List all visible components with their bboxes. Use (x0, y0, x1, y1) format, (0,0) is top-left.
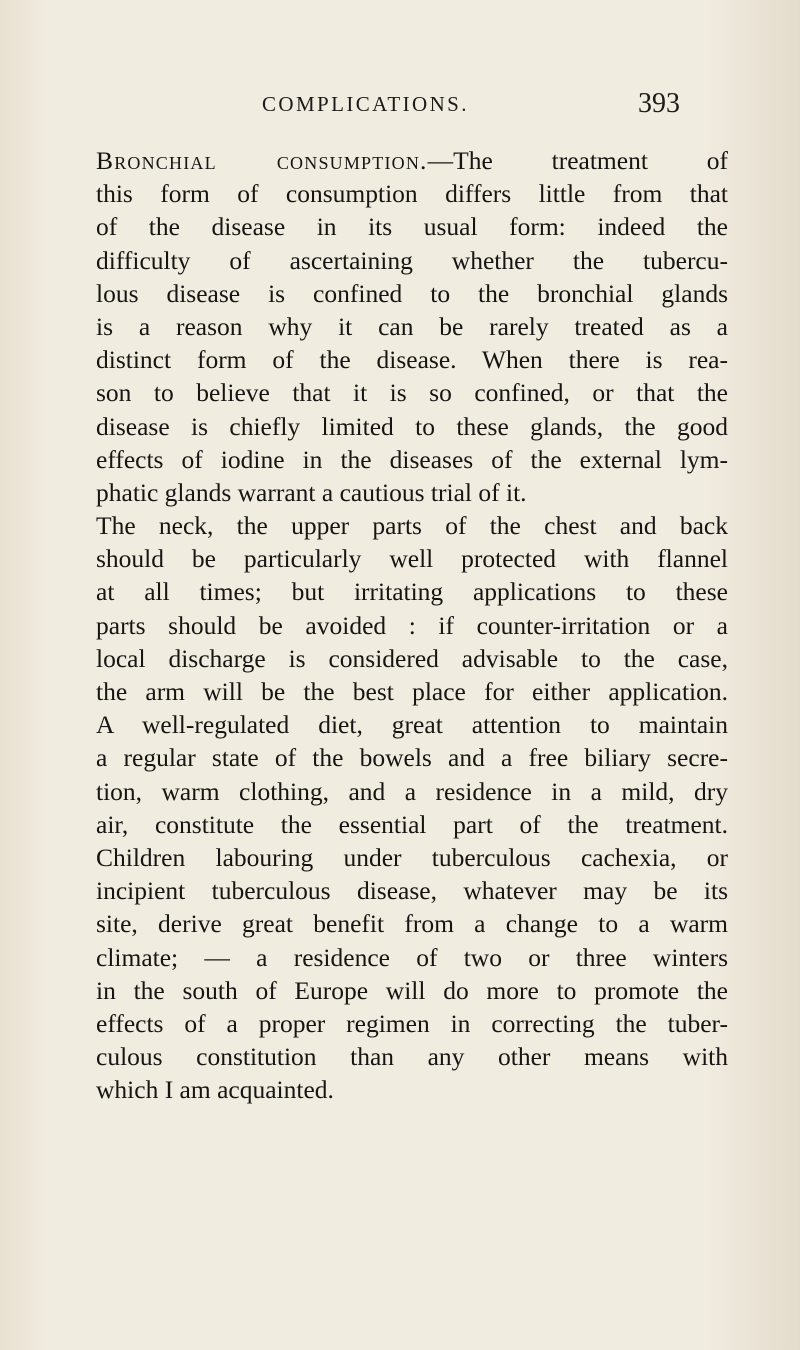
text-line: distinct form of the disease. When there is rea- (96, 345, 728, 375)
text-line: of the disease in its usual form: indeed the (96, 212, 728, 242)
text-line: should be particularly well protected with flannel (96, 544, 728, 574)
text-line: effects of a proper regimen in correcting the tuber- (96, 1008, 728, 1038)
text-line: effects of iodine in the diseases of the external lym- (96, 444, 728, 474)
section-heading: Bronchial consumption. (96, 146, 428, 175)
text-line: disease is chiefly limited to these glands, the good (96, 411, 728, 441)
text-line: air, constitute the essential part of the treatment. (96, 809, 728, 839)
text-line: in the south of Europe will do more to promote the (96, 975, 728, 1005)
text-line: is a reason why it can be rarely treated as a (96, 311, 728, 341)
text-line: son to believe that it is so confined, or that the (96, 378, 728, 408)
text-line: difficulty of ascertaining whether the tubercu- (96, 245, 728, 275)
page-number: 393 (638, 88, 680, 119)
text-line: phatic glands warrant a cautious trial of it. (96, 477, 527, 507)
body-text (96, 144, 728, 1106)
text-line: which I am acquainted. (96, 1075, 334, 1105)
text-line: at all times; but irritating applications to these (96, 577, 728, 607)
text-line: A well-regulated diet, great attention to maintain (96, 710, 728, 740)
text-line: a regular state of the bowels and a free biliary secre- (96, 743, 728, 773)
text-line: tion, warm clothing, and a residence in a mild, dry (96, 776, 728, 806)
text-line: this form of consumption differs little from that (96, 179, 728, 209)
text-line: the arm will be the best place for either application. (96, 677, 728, 706)
text-line: lous disease is confined to the bronchial glands (96, 278, 728, 308)
text-line (96, 144, 728, 177)
text-line: Children labouring under tuberculous cachexia, or (96, 842, 728, 872)
page-header (0, 88, 800, 132)
text-line: The neck, the upper parts of the chest and back (96, 511, 728, 541)
text-line: local discharge is considered advisable to the case, (96, 643, 728, 673)
running-head: COMPLICATIONS. (262, 92, 469, 116)
text-line: site, derive great benefit from a change to a warm (96, 909, 728, 939)
text-line: parts should be avoided : if counter-irritation or a (96, 610, 728, 640)
text-line-segment: —The treatment of (427, 146, 728, 175)
text-line: climate; — a residence of two or three winters (96, 942, 728, 972)
text-line: incipient tuberculous disease, whatever may be its (96, 876, 728, 906)
text-line: culous constitution than any other means with (96, 1042, 728, 1072)
